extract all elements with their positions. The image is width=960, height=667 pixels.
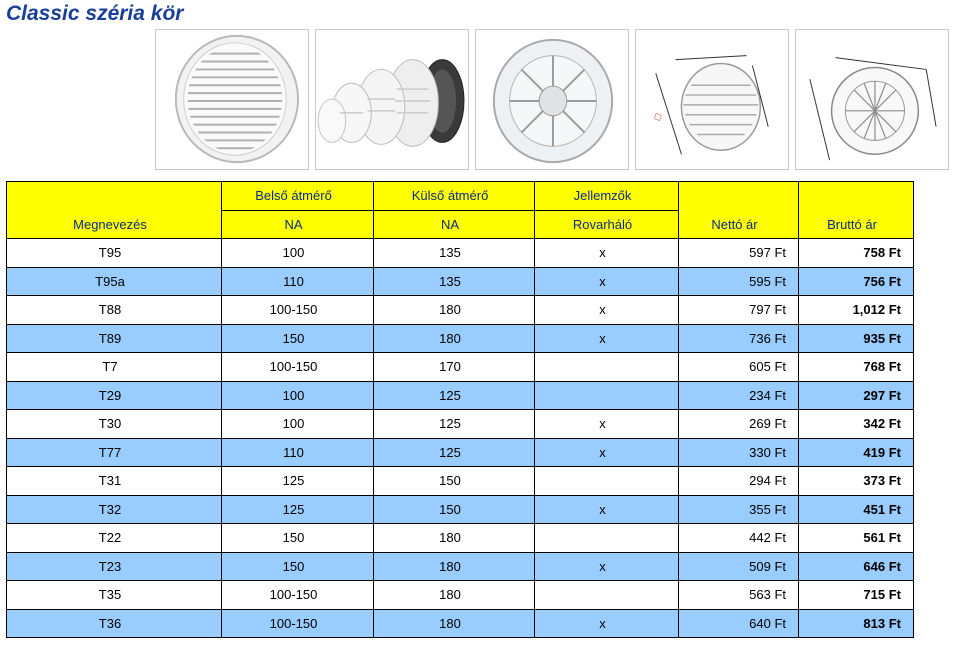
header-row-bottom	[7, 210, 914, 239]
table-row	[7, 410, 914, 439]
product-name-cell: T7	[7, 353, 222, 382]
outer-diameter-cell: 180	[374, 581, 535, 610]
product-images	[155, 29, 945, 170]
insect-net-cell: x	[535, 410, 679, 439]
header-cell	[7, 182, 222, 211]
table-row	[7, 524, 914, 553]
inner-diameter-cell: 125	[222, 467, 374, 496]
round-grille-white-icon	[155, 29, 309, 170]
gross-price-cell: 419 Ft	[799, 438, 914, 467]
header-cell-net-price: Nettó ár	[679, 210, 799, 239]
inner-diameter-cell: 100-150	[222, 296, 374, 325]
round-grille-adjustable-drawing-icon	[795, 29, 949, 170]
insect-net-cell: x	[535, 324, 679, 353]
table-row	[7, 353, 914, 382]
outer-diameter-cell: 150	[374, 467, 535, 496]
gross-price-cell: 768 Ft	[799, 353, 914, 382]
gross-price-cell: 813 Ft	[799, 609, 914, 638]
round-grille-back-icon	[475, 29, 629, 170]
product-name-cell: T95a	[7, 267, 222, 296]
insect-net-cell	[535, 353, 679, 382]
table-row	[7, 438, 914, 467]
table-row	[7, 239, 914, 268]
gross-price-cell: 756 Ft	[799, 267, 914, 296]
gross-price-cell: 715 Ft	[799, 581, 914, 610]
inner-diameter-cell: 150	[222, 552, 374, 581]
outer-diameter-cell: 135	[374, 239, 535, 268]
net-price-cell: 442 Ft	[679, 524, 799, 553]
header-cell	[679, 182, 799, 211]
net-price-cell: 330 Ft	[679, 438, 799, 467]
net-price-cell: 269 Ft	[679, 410, 799, 439]
table-row	[7, 324, 914, 353]
outer-diameter-cell: 125	[374, 381, 535, 410]
gross-price-cell: 297 Ft	[799, 381, 914, 410]
header-cell-outer-na: NA	[374, 210, 535, 239]
outer-diameter-cell: 125	[374, 410, 535, 439]
product-name-cell: T22	[7, 524, 222, 553]
net-price-cell: 797 Ft	[679, 296, 799, 325]
insect-net-cell	[535, 467, 679, 496]
price-table	[6, 181, 914, 638]
header-row-top	[7, 182, 914, 211]
outer-diameter-cell: 150	[374, 495, 535, 524]
net-price-cell: 605 Ft	[679, 353, 799, 382]
inner-diameter-cell: 100-150	[222, 609, 374, 638]
product-name-cell: T77	[7, 438, 222, 467]
inner-diameter-cell: 150	[222, 524, 374, 553]
insect-net-cell: x	[535, 296, 679, 325]
outer-diameter-cell: 135	[374, 267, 535, 296]
inner-diameter-cell: 100-150	[222, 353, 374, 382]
gross-price-cell: 935 Ft	[799, 324, 914, 353]
net-price-cell: 640 Ft	[679, 609, 799, 638]
header-cell-features: Jellemzők	[535, 182, 679, 211]
product-name-cell: T32	[7, 495, 222, 524]
product-name-cell: T88	[7, 296, 222, 325]
gross-price-cell: 373 Ft	[799, 467, 914, 496]
inner-diameter-cell: 125	[222, 495, 374, 524]
page-title: Classic széria kör	[6, 2, 184, 25]
outer-diameter-cell: 180	[374, 324, 535, 353]
table-row	[7, 296, 914, 325]
inner-diameter-cell: 100-150	[222, 581, 374, 610]
inner-diameter-cell: 100	[222, 410, 374, 439]
net-price-cell: 355 Ft	[679, 495, 799, 524]
outer-diameter-cell: 125	[374, 438, 535, 467]
product-name-cell: T23	[7, 552, 222, 581]
product-name-cell: T36	[7, 609, 222, 638]
gross-price-cell: 451 Ft	[799, 495, 914, 524]
insect-net-cell: x	[535, 495, 679, 524]
outer-diameter-cell: 180	[374, 552, 535, 581]
product-name-cell: T30	[7, 410, 222, 439]
gross-price-cell: 646 Ft	[799, 552, 914, 581]
table-row	[7, 267, 914, 296]
inner-diameter-cell: 110	[222, 267, 374, 296]
insect-net-cell: x	[535, 267, 679, 296]
net-price-cell: 736 Ft	[679, 324, 799, 353]
header-cell-inner-diameter: Belső átmérő	[222, 182, 374, 211]
product-name-cell: T31	[7, 467, 222, 496]
gross-price-cell: 1,012 Ft	[799, 296, 914, 325]
net-price-cell: 597 Ft	[679, 239, 799, 268]
table-row	[7, 552, 914, 581]
table-row	[7, 609, 914, 638]
insect-net-cell	[535, 381, 679, 410]
gross-price-cell: 561 Ft	[799, 524, 914, 553]
table-row	[7, 467, 914, 496]
outer-diameter-cell: 180	[374, 296, 535, 325]
header-cell	[799, 182, 914, 211]
header-cell-outer-diameter: Külső átmérő	[374, 182, 535, 211]
net-price-cell: 294 Ft	[679, 467, 799, 496]
product-name-cell: T89	[7, 324, 222, 353]
round-grille-dimension-drawing-icon	[635, 29, 789, 170]
inner-diameter-cell: 100	[222, 239, 374, 268]
net-price-cell: 563 Ft	[679, 581, 799, 610]
outer-diameter-cell: 170	[374, 353, 535, 382]
table-row	[7, 381, 914, 410]
gross-price-cell: 758 Ft	[799, 239, 914, 268]
product-name-cell: T29	[7, 381, 222, 410]
net-price-cell: 509 Ft	[679, 552, 799, 581]
product-name-cell: T95	[7, 239, 222, 268]
table-row	[7, 495, 914, 524]
inner-diameter-cell: 110	[222, 438, 374, 467]
net-price-cell: 595 Ft	[679, 267, 799, 296]
inner-diameter-cell: 150	[222, 324, 374, 353]
header-cell-gross-price: Bruttó ár	[799, 210, 914, 239]
table-row	[7, 581, 914, 610]
insect-net-cell: x	[535, 552, 679, 581]
insect-net-cell: x	[535, 239, 679, 268]
insect-net-cell	[535, 581, 679, 610]
insect-net-cell: x	[535, 438, 679, 467]
inner-diameter-cell: 100	[222, 381, 374, 410]
svg-text:□: □	[652, 112, 665, 122]
table-body	[7, 239, 914, 638]
header-cell-insect-net: Rovarháló	[535, 210, 679, 239]
header-cell-inner-na: NA	[222, 210, 374, 239]
outer-diameter-cell: 180	[374, 609, 535, 638]
insect-net-cell	[535, 524, 679, 553]
gross-price-cell: 342 Ft	[799, 410, 914, 439]
round-grille-sizes-icon	[315, 29, 469, 170]
net-price-cell: 234 Ft	[679, 381, 799, 410]
outer-diameter-cell: 180	[374, 524, 535, 553]
insect-net-cell: x	[535, 609, 679, 638]
header-cell-name: Megnevezés	[7, 210, 222, 239]
product-name-cell: T35	[7, 581, 222, 610]
